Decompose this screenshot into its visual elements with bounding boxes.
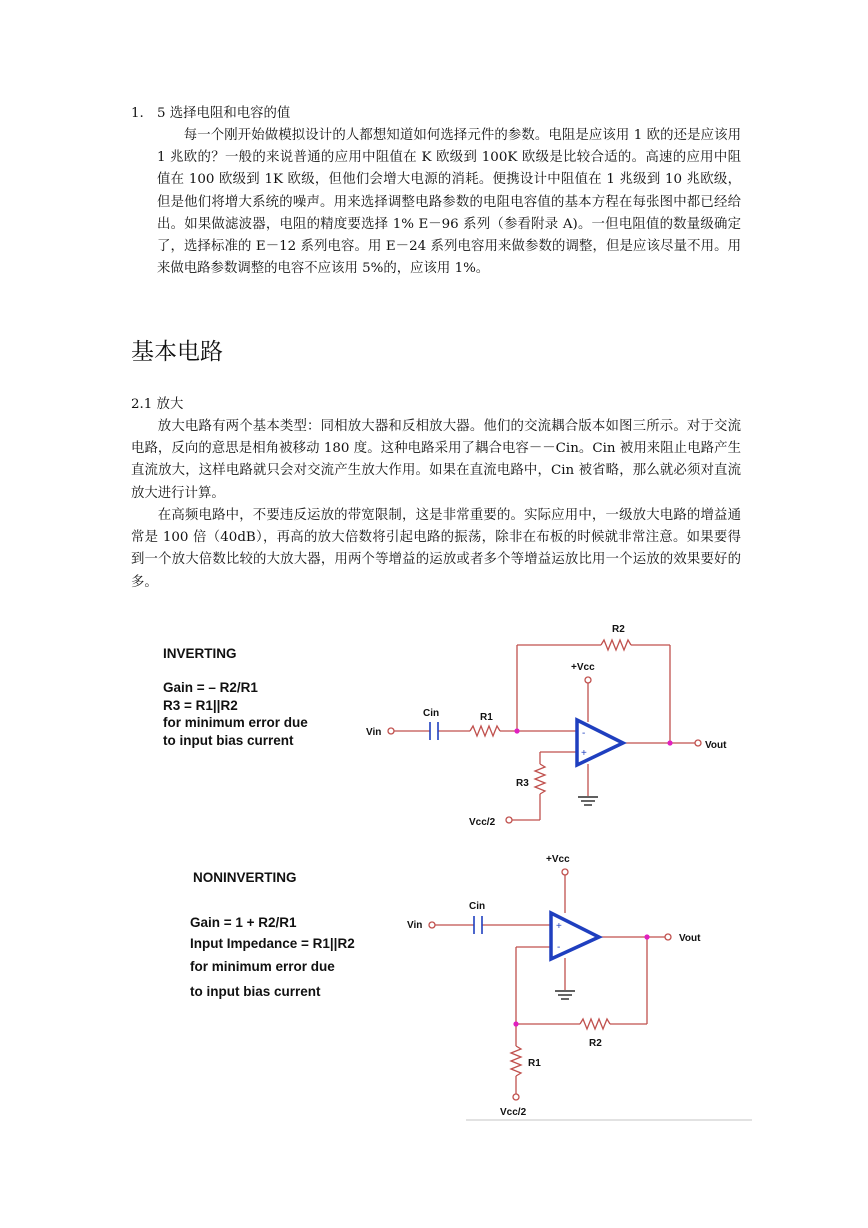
inverting-line-2: R3 = R1||R2 (163, 698, 238, 713)
inverting-vin-label: Vin (366, 727, 382, 738)
section-1-5-title: 5 选择电阻和电容的值 (157, 106, 291, 121)
inverting-cin-label: Cin (423, 708, 440, 719)
inverting-line-3: for minimum error due (163, 715, 308, 730)
inverting-r1-label: R1 (480, 712, 493, 723)
inverting-line-4: to input bias current (163, 733, 294, 748)
noninverting-r1-label: R1 (528, 1058, 541, 1069)
noninverting-cin-label: Cin (469, 901, 486, 912)
noninverting-vcc-label: +Vcc (546, 854, 570, 865)
section-2-1-paragraph-1: 放大电路有两个基本类型：同相放大器和反相放大器。他们的交流耦合版本如图三所示。对于交流电路，反向的意思是相角被移动 180 度。这种电路采用了耦合电容－－Cin。Cin 被用来阻止电路产生直流放大，这样电路就只会对交流产生放大作用。如果在直流电路中，Cin 被省略，那么就必须对直流放大进行计算。 (131, 419, 741, 501)
section-2-1-title: 2.1 放大 (131, 397, 184, 412)
inverting-vout-label: Vout (705, 740, 727, 751)
inverting-title: INVERTING (163, 646, 237, 661)
inverting-vcc2-label: Vcc/2 (469, 817, 496, 828)
chapter-title: 基本电路 (131, 339, 223, 365)
noninverting-vin-label: Vin (407, 920, 423, 931)
noninverting-vcc2-label: Vcc/2 (500, 1107, 527, 1118)
noninverting-r2-label: R2 (589, 1038, 602, 1049)
noninverting-line-4: to input bias current (190, 984, 321, 999)
inverting-circuit (163, 624, 727, 828)
section-2-1-paragraph-2: 在高频电路中，不要违反运放的带宽限制，这是非常重要的。实际应用中，一级放大电路的增益通常是 100 倍（40dB），再高的放大倍数将引起电路的振荡，除非在布板的时候就非常注意。如果要得到一个放大倍数比较的大放大器，用两个等增益的运放或者多个等增益运放比用一个运放的效果要好的多。 (131, 508, 741, 590)
noninverting-line-2: Input Impedance = R1||R2 (190, 936, 355, 951)
inverting-r2-label: R2 (612, 624, 625, 635)
noninverting-circuit (190, 854, 701, 1118)
inverting-minus-label: - (582, 728, 586, 739)
inverting-vcc-label: +Vcc (571, 662, 595, 673)
noninverting-vout-label: Vout (679, 933, 701, 944)
inverting-r3-label: R3 (516, 778, 529, 789)
noninverting-plus-label: + (556, 921, 562, 932)
section-1-5-number: 1. (131, 106, 144, 121)
section-1-5-paragraph: 每一个刚开始做模拟设计的人都想知道如何选择元件的参数。电阻是应该用 1 欧的还是应该用 1 兆欧的？一般的来说普通的应用中阻值在 K 欧级到 100K 欧级是比较合适的。高速的应用中阻值在 100 欧级到 1K 欧级，但他们会增大电源的消耗。便携设计中阻值在 1 兆级到 10 兆欧级，但是他们将增大系统的噪声。用来选择调整电路参数的电阻电容值的基本方程在每张图中都已经给出。如果做滤波器，电阻的精度要选择 1% E－96 系列（参看附录 A)。一但电阻值的数量级确定了，选择标准的 E－12 系列电容。用 E－24 系列电容用来做参数的调整，但是应该尽量不用。用来做电路参数调整的电容不应该用 5%的，应该用 1%。 (157, 128, 741, 277)
noninverting-line-1: Gain = 1 + R2/R1 (190, 915, 297, 930)
inverting-plus-label: + (581, 748, 587, 759)
inverting-line-1: Gain = – R2/R1 (163, 680, 258, 695)
noninverting-minus-label: - (557, 942, 561, 953)
noninverting-title: NONINVERTING (193, 870, 297, 885)
noninverting-line-3: for minimum error due (190, 959, 335, 974)
